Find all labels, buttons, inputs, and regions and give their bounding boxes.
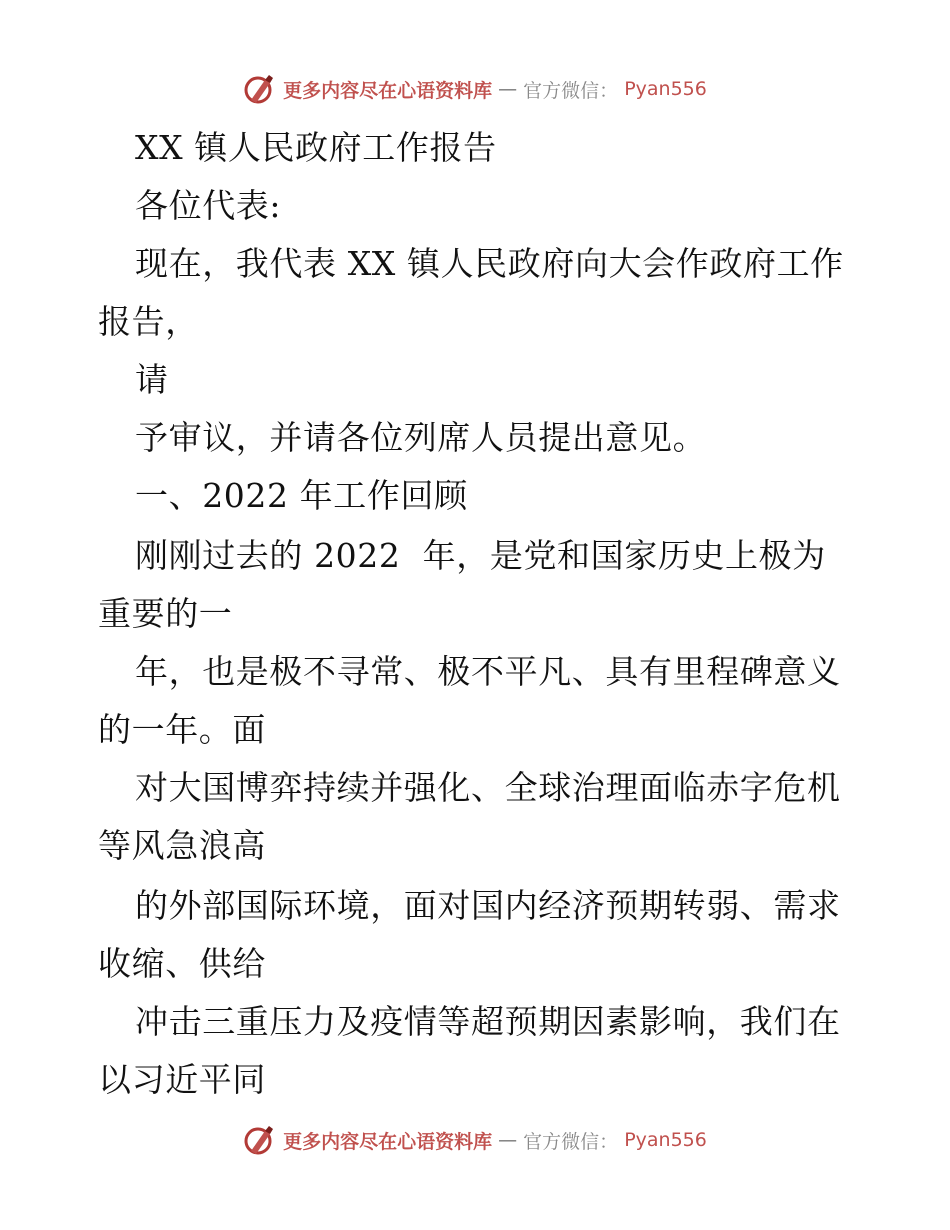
doc-line: 报告， xyxy=(98,302,199,341)
watermark-text: 更多内容尽在心语资料库 xyxy=(283,79,493,102)
doc-line: 重要的一 xyxy=(98,594,233,633)
header-watermark xyxy=(0,72,950,106)
watermark-wechat-label: 官方微信： xyxy=(523,1130,619,1153)
doc-line: 予审议，并请各位列席人员提出意见。 xyxy=(135,418,707,457)
doc-line: 年，也是极不寻常、极不平凡、具有里程碑意义 xyxy=(135,652,841,691)
doc-line: 请 xyxy=(135,360,169,399)
doc-line: 现在，我代表 XX 镇人民政府向大会作政府工作 xyxy=(135,244,844,283)
doc-title: XX 镇人民政府工作报告 xyxy=(135,128,497,167)
doc-line: 刚刚过去的 2022 年，是党和国家历史上极为 xyxy=(135,536,826,575)
doc-salutation: 各位代表: xyxy=(135,186,282,225)
pen-logo-icon xyxy=(243,72,277,106)
watermark-dash: — xyxy=(498,78,518,100)
doc-line: 收缩、供给 xyxy=(98,944,266,983)
doc-line: 以习近平同 xyxy=(98,1060,266,1099)
doc-line: 的外部国际环境，面对国内经济预期转弱、需求 xyxy=(135,886,841,925)
watermark-wechat-label: 官方微信： xyxy=(523,79,619,102)
watermark-wechat-id: Pyan556 xyxy=(624,78,707,100)
pen-logo-icon xyxy=(243,1123,277,1157)
watermark-wechat-id: Pyan556 xyxy=(624,1129,707,1151)
footer-watermark xyxy=(0,1123,950,1157)
doc-line: 冲击三重压力及疫情等超预期因素影响，我们在 xyxy=(135,1002,841,1041)
watermark-text: 更多内容尽在心语资料库 xyxy=(283,1130,493,1153)
doc-line: 的一年。面 xyxy=(98,710,266,749)
doc-line: 对大国博弈持续并强化、全球治理面临赤字危机 xyxy=(135,768,841,807)
watermark-dash: — xyxy=(498,1129,518,1151)
doc-line: 等风急浪高 xyxy=(98,826,266,865)
section-heading: 一、2022 年工作回顾 xyxy=(135,476,468,515)
